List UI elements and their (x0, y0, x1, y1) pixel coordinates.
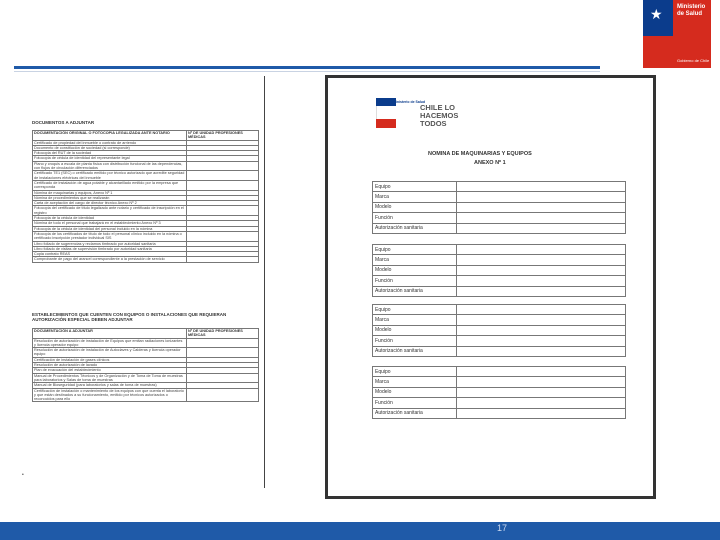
equipment-field-label: Equipo (373, 367, 457, 377)
requirement-cell: Nómina de procedimientos que se realizarán (33, 195, 187, 200)
equipment-table (372, 304, 626, 357)
gob-logo-red (376, 119, 396, 128)
equipment-field-label: Función (373, 276, 457, 286)
equipment-field-value[interactable] (457, 265, 626, 275)
requirement-cell: Fotocopia del certificado de título legalizado ante notario y certificado de inscripción en el registro (33, 206, 187, 216)
requirement-cell: Resolución de autorización de instalación de Autoclaves y Calderas y licencia operador equipo (33, 348, 187, 358)
equipment-field-label: Equipo (373, 305, 457, 315)
equipment-field-label: Modelo (373, 202, 457, 212)
requirement-cell: Nómina de maquinarias y equipos, Anexo Nº 1 (33, 190, 187, 195)
header-rule-thin (14, 71, 600, 72)
equipment-field-value[interactable] (457, 192, 626, 202)
table2-col1-header: DOCUMENTACIÓN A ADJUNTAR (33, 329, 187, 339)
left-document (14, 76, 265, 488)
equipment-field-label: Función (373, 398, 457, 408)
equipment-field-value[interactable] (457, 286, 626, 296)
table-row (33, 257, 259, 262)
check-cell (187, 388, 259, 402)
equipment-row (373, 408, 626, 418)
government-name: Gobierno de Chile (677, 58, 710, 63)
requirement-cell: Fotocopia de los certificados de título de todo el personal clínico incluido en la nómina o certificado inscripción prestador individual SIS (33, 231, 187, 241)
requirement-cell: Fotocopia de la cédula de identidad del personal incluido en la nómina (33, 226, 187, 231)
requirement-cell: Resolución de autorización de instalación de Equipos que emitan radiaciones ionizantes y licencia operador equipo (33, 338, 187, 348)
check-cell (187, 373, 259, 383)
section1-title: DOCUMENTOS A ADJUNTAR (32, 120, 95, 125)
table-row (33, 348, 259, 358)
requirement-cell: Fotocopia de cédula de identidad del representante legal (33, 156, 187, 161)
equipment-row (373, 336, 626, 346)
equipment-field-label: Función (373, 213, 457, 223)
equipment-field-value[interactable] (457, 387, 626, 397)
equipment-field-label: Marca (373, 192, 457, 202)
special-authorization-table (32, 328, 259, 402)
requirement-cell: Comprobante de pago del arancel correspondiente a la prestación de servicio (33, 257, 187, 262)
check-cell (187, 338, 259, 348)
ministry-logo-red (643, 36, 711, 68)
equipment-row (373, 367, 626, 377)
table1-col1-header: DOCUMENTACIÓN ORIGINAL O FOTOCOPIA LEGALIZADA ANTE NOTARIO (33, 131, 187, 141)
equipment-field-value[interactable] (457, 325, 626, 335)
equipment-field-value[interactable] (457, 336, 626, 346)
equipment-field-label: Autorización sanitaria (373, 408, 457, 418)
equipment-field-label: Autorización sanitaria (373, 286, 457, 296)
equipment-field-value[interactable] (457, 367, 626, 377)
chile-slogan: CHILE LO HACEMOS TODOS (420, 103, 459, 128)
requirement-cell: Fotocopia del RUT de la sociedad (33, 151, 187, 156)
equipment-field-label: Autorización sanitaria (373, 223, 457, 233)
header-rule (14, 66, 600, 69)
requirement-cell: Libro foliado de sugerencias y reclamos timbrado por autoridad sanitaria (33, 241, 187, 246)
ministry-logo (643, 0, 711, 68)
equipment-field-value[interactable] (457, 315, 626, 325)
table-row (33, 231, 259, 241)
equipment-row (373, 202, 626, 212)
section2-title: ESTABLECIMIENTOS QUE CUENTEN CON EQUIPOS O INSTALACIONES QUE REQUIERAN AUTORIZACIÓN ESPECIAL DEBEN ADJUNTAR (32, 312, 227, 322)
table-row (33, 161, 259, 171)
requirement-cell: Certificado TE1 (SEC) o certificado emitido por técnico autorizado que acredite seguridad de instalaciones eléctricas del inmueble (33, 171, 187, 181)
equipment-row (373, 255, 626, 265)
check-cell (187, 180, 259, 190)
table-row (33, 171, 259, 181)
equipment-table (372, 244, 626, 297)
equipment-field-label: Modelo (373, 387, 457, 397)
equipment-row (373, 377, 626, 387)
star-icon: ★ (650, 6, 663, 22)
equipment-field-value[interactable] (457, 213, 626, 223)
equipment-field-label: Marca (373, 255, 457, 265)
doc-ministry-label: Ministerio de Salud (393, 100, 426, 104)
table-row (33, 388, 259, 402)
equipment-field-value[interactable] (457, 305, 626, 315)
equipment-row (373, 182, 626, 192)
requirement-cell: Certificación de instalación de gases clínicos (33, 357, 187, 362)
requirement-cell: Copia contrato REAS (33, 252, 187, 257)
equipment-field-value[interactable] (457, 202, 626, 212)
requirement-cell: Certificado de instalación de agua potable y alcantarillado emitido por la empresa que corresponda (33, 180, 187, 190)
equipment-row (373, 192, 626, 202)
equipment-row (373, 276, 626, 286)
requirement-cell: Carta de aceptación del cargo de director técnico Anexo Nº 2 (33, 201, 187, 206)
requirement-cell: Libro foliado de visitas de supervisión timbrado por autoridad sanitaria (33, 246, 187, 251)
table-row (33, 338, 259, 348)
check-cell (187, 161, 259, 171)
table-row (33, 206, 259, 216)
equipment-field-value[interactable] (457, 255, 626, 265)
requirement-cell: Manual de Bioseguridad (para laboratorios y salas de toma de muestras) (33, 383, 187, 388)
table2-col2-header: Nº DE UNIDAD PROFESIONES MÉDICAS (187, 329, 259, 339)
requirement-cell: Certificación de instalación o mantenimiento de los equipos con que cuenta el laboratorio y que están destinados a su funcionamiento, emitido por técnicos autorizados o reconocidos para ello (33, 388, 187, 402)
equipment-row (373, 387, 626, 397)
equipment-field-label: Modelo (373, 325, 457, 335)
right-document (328, 78, 653, 496)
requirement-cell: Resolución de autorización de lavado (33, 363, 187, 368)
requirement-cell: Nómina de todo el personal que trabajará en el establecimiento Anexo Nº 3 (33, 221, 187, 226)
equipment-field-value[interactable] (457, 245, 626, 255)
equipment-row (373, 315, 626, 325)
requirement-cell: Manual de Procedimientos Técnicos y de Organización y de Toma de Toma de muestras para laboratorios y Salas de toma de muestras (33, 373, 187, 383)
requirement-cell: Certificado de propiedad del inmueble o contrato de arriendo (33, 140, 187, 145)
equipment-field-value[interactable] (457, 182, 626, 192)
equipment-row (373, 213, 626, 223)
equipment-field-label: Marca (373, 315, 457, 325)
check-cell (187, 348, 259, 358)
table1-col2-header: Nº DE UNIDAD PROFESIONES MÉDICAS (187, 131, 259, 141)
equipment-field-label: Equipo (373, 182, 457, 192)
equipment-row (373, 398, 626, 408)
table-row (33, 373, 259, 383)
equipment-field-value[interactable] (457, 398, 626, 408)
equipment-row (373, 286, 626, 296)
equipment-row (373, 325, 626, 335)
check-cell (187, 257, 259, 262)
equipment-row (373, 265, 626, 275)
right-document-frame (325, 75, 656, 499)
check-cell (187, 206, 259, 216)
footnote-mark: • (22, 472, 24, 478)
requirements-table (32, 130, 259, 263)
table-row (33, 180, 259, 190)
footer-bar (0, 522, 720, 540)
equipment-field-label: Modelo (373, 265, 457, 275)
document-title: NOMINA DE MAQUINARIAS Y EQUIPOS (428, 151, 532, 157)
requirement-cell: Plan de evacuación del establecimiento (33, 368, 187, 373)
check-cell (187, 231, 259, 241)
requirement-cell: Documento de constitución de sociedad (si corresponde) (33, 145, 187, 150)
equipment-field-value[interactable] (457, 223, 626, 233)
equipment-field-value[interactable] (457, 377, 626, 387)
equipment-row (373, 305, 626, 315)
equipment-table (372, 366, 626, 419)
equipment-field-value[interactable] (457, 408, 626, 418)
equipment-table (372, 181, 626, 234)
requirement-cell: Plano y croquis a escala de planta física con distribución funcional de las dependencias, con flujos de circulación diferenciados (33, 161, 187, 171)
equipment-field-value[interactable] (457, 346, 626, 356)
check-cell (187, 171, 259, 181)
page-number: 17 (497, 523, 508, 533)
equipment-field-label: Equipo (373, 245, 457, 255)
equipment-field-label: Marca (373, 377, 457, 387)
equipment-field-label: Autorización sanitaria (373, 346, 457, 356)
equipment-row (373, 245, 626, 255)
equipment-row (373, 346, 626, 356)
requirement-cell: Fotocopia de la cédula de identidad (33, 216, 187, 221)
equipment-row (373, 223, 626, 233)
equipment-field-value[interactable] (457, 276, 626, 286)
equipment-field-label: Función (373, 336, 457, 346)
document-subtitle: ANEXO Nº 1 (474, 160, 506, 166)
gob-logo-white (376, 106, 397, 119)
ministry-name: Ministerio de Salud (677, 4, 706, 17)
